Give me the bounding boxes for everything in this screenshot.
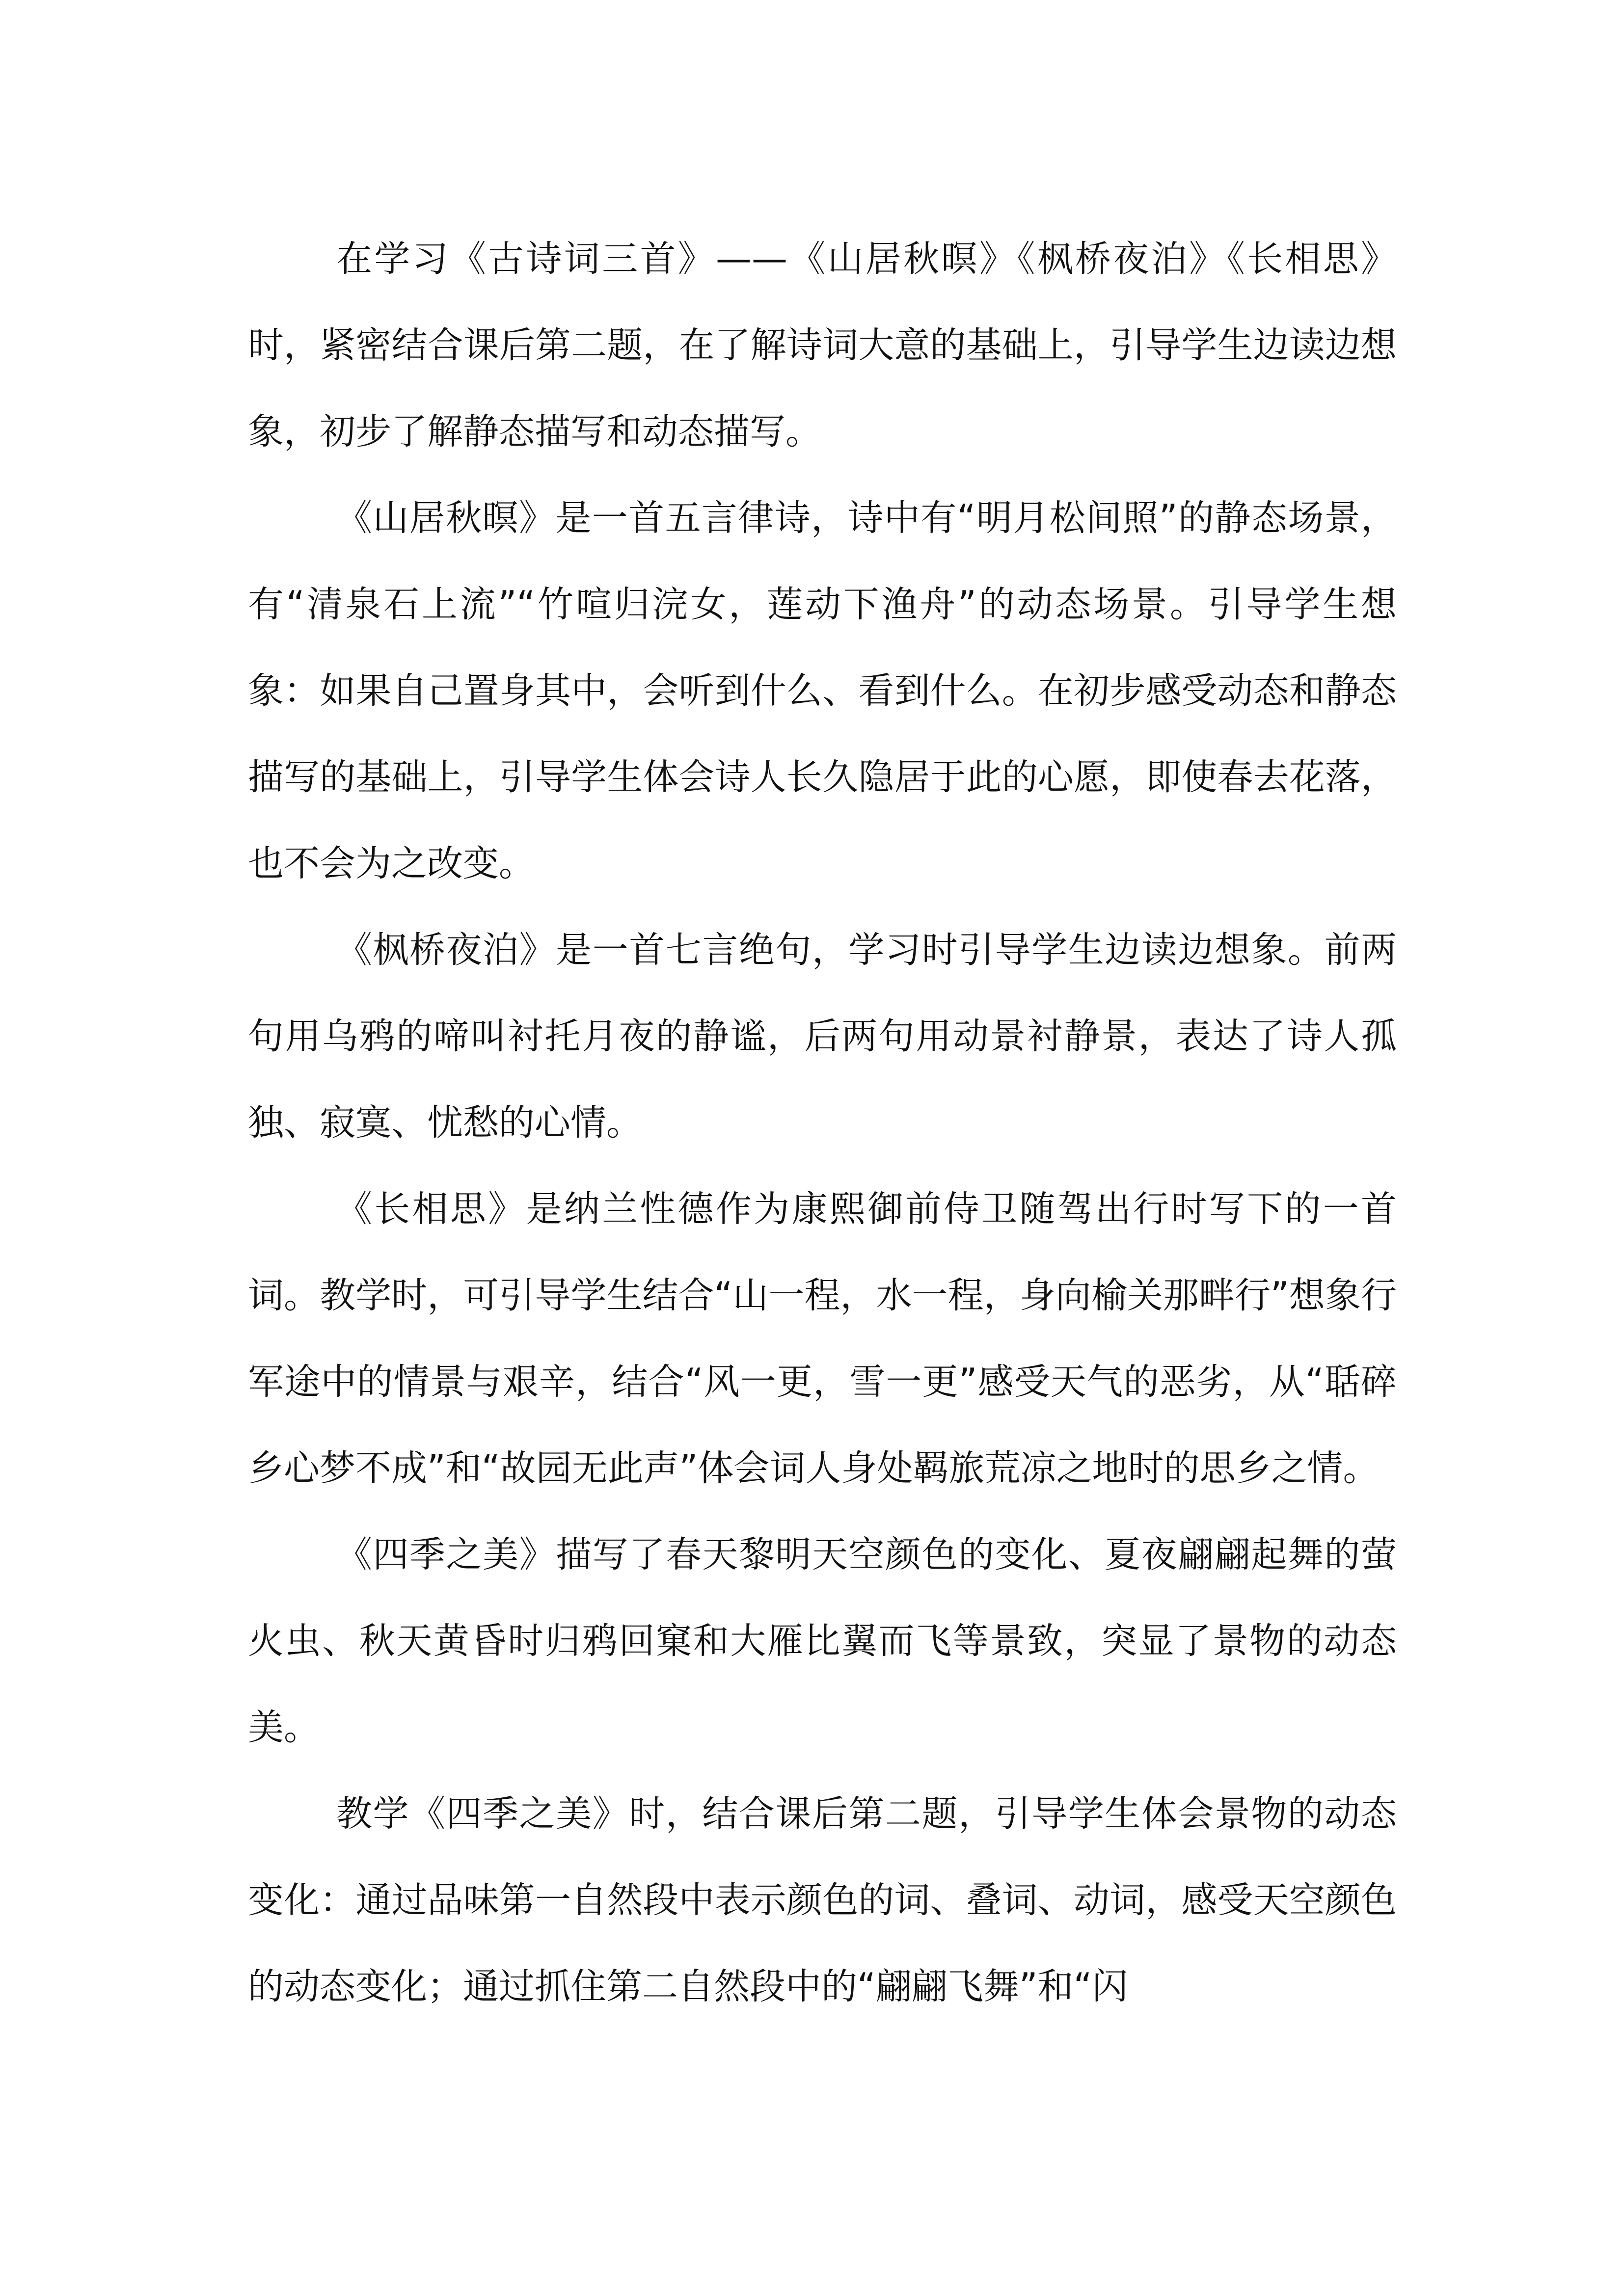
paragraph-4: 《长相思》是纳兰性德作为康熙御前侍卫随驾出行时写下的一首词。教学时，可引导学生结合“山一程，水一程，身向榆关那畔行”想象行军途中的情景与艰辛，结合“风一更，雪一更”感受天气的恶劣，从“聒碎乡心梦不成”和“故园无此声”体会词人身处羁旅荒凉之地时的思乡之情。 xyxy=(248,1188,1397,1489)
paragraph-1: 在学习《古诗词三首》——《山居秋暝》《枫桥夜泊》《长相思》时，紧密结合课后第二题，在了解诗词大意的基础上，引导学生边读边想象，初步了解静态描写和动态描写。 xyxy=(248,238,1397,453)
paragraph-3: 《枫桥夜泊》是一首七言绝句，学习时引导学生边读边想象。前两句用乌鸦的啼叫衬托月夜的静谧，后两句用动景衬静景，表达了诗人孤独、寂寞、忧愁的心情。 xyxy=(248,929,1397,1144)
paragraph-5: 《四季之美》描写了春天黎明天空颜色的变化、夏夜翩翩起舞的萤火虫、秋天黄昏时归鸦回窠和大雁比翼而飞等景致，突显了景物的动态美。 xyxy=(248,1534,1397,1748)
paragraph-2: 《山居秋暝》是一首五言律诗，诗中有“明月松间照”的静态场景，有“清泉石上流”“竹喧归浣女，莲动下渔舟”的动态场景。引导学生想象：如果自己置身其中，会听到什么、看到什么。在初步感受动态和静态描写的基础上，引导学生体会诗人长久隐居于此的心愿，即使春去花落，也不会为之改变。 xyxy=(248,497,1397,884)
paragraph-6: 教学《四季之美》时，结合课后第二题，引导学生体会景物的动态变化：通过品味第一自然段中表示颜色的词、叠词、动词，感受天空颜色的动态变化；通过抓住第二自然段中的“翩翩飞舞”和“闪 xyxy=(248,1793,1397,2007)
document-body xyxy=(248,216,1397,2030)
